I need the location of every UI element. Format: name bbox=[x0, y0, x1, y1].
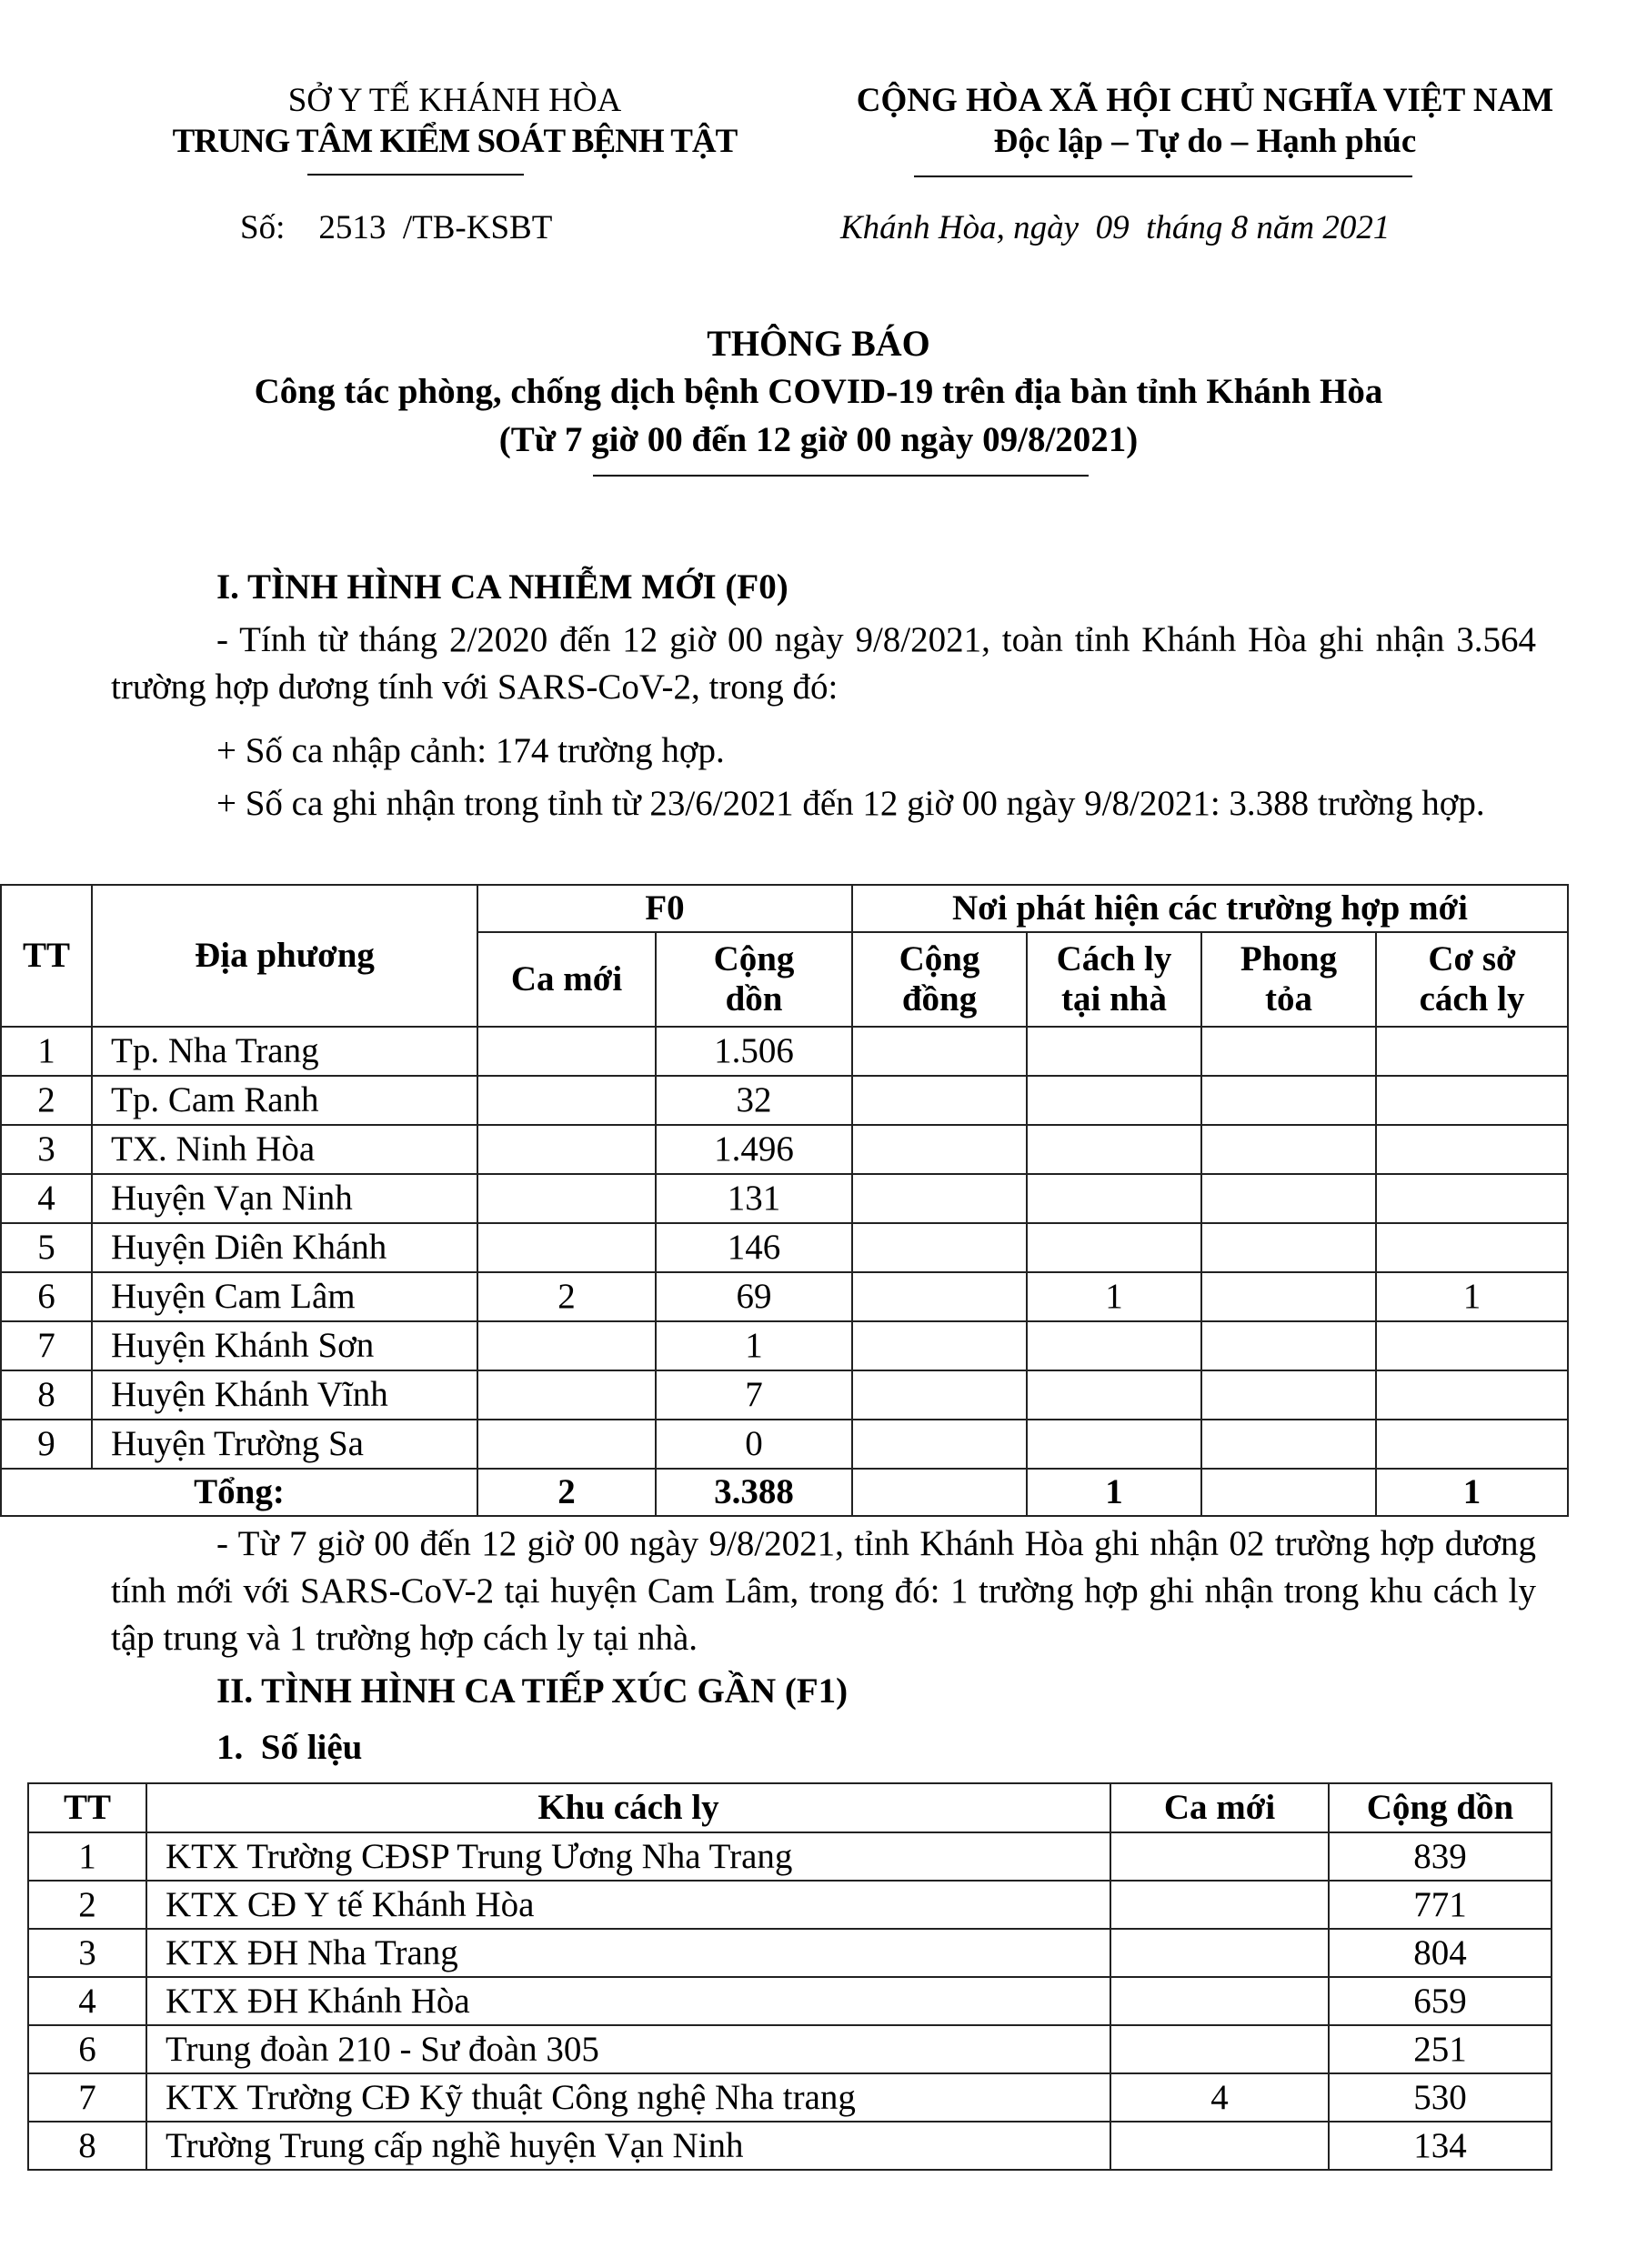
row-lockdown bbox=[1201, 1272, 1376, 1321]
f0-table-row bbox=[1, 1223, 1568, 1272]
row-home-isolation bbox=[1027, 1223, 1201, 1272]
f1-row-new bbox=[1110, 2025, 1329, 2073]
f1-row-tt: 6 bbox=[28, 2025, 146, 2073]
f1-table-row bbox=[28, 2122, 1552, 2170]
f0-table-row bbox=[1, 1174, 1568, 1223]
header-lockdown: Phong tỏa bbox=[1201, 932, 1376, 1027]
header-community: Cộng đồng bbox=[852, 932, 1027, 1027]
row-new-cases bbox=[477, 1321, 656, 1370]
row-new-cases bbox=[477, 1125, 656, 1174]
row-cumulative: 69 bbox=[656, 1272, 852, 1321]
row-locality: Huyện Vạn Ninh bbox=[92, 1174, 477, 1223]
row-isolation-facility bbox=[1376, 1370, 1568, 1420]
section2-heading: II. TÌNH HÌNH CA TIẾP XÚC GẦN (F1) bbox=[216, 1671, 849, 1711]
notice-title: THÔNG BÁO bbox=[707, 323, 930, 364]
row-locality: Huyện Diên Khánh bbox=[92, 1223, 477, 1272]
row-tt: 6 bbox=[1, 1272, 92, 1321]
row-locality: Tp. Nha Trang bbox=[92, 1027, 477, 1076]
row-locality: Tp. Cam Ranh bbox=[92, 1076, 477, 1125]
row-tt: 7 bbox=[1, 1321, 92, 1370]
f1-header-area: Khu cách ly bbox=[146, 1783, 1110, 1832]
row-tt: 1 bbox=[1, 1027, 92, 1076]
f1-row-tt: 2 bbox=[28, 1881, 146, 1929]
row-locality: Huyện Cam Lâm bbox=[92, 1272, 477, 1321]
row-community bbox=[852, 1027, 1027, 1076]
header-detection-place: Nơi phát hiện các trường hợp mới bbox=[852, 885, 1568, 932]
f1-row-area: Trung đoàn 210 - Sư đoàn 305 bbox=[146, 2025, 1110, 2073]
f1-row-new: 4 bbox=[1110, 2073, 1329, 2122]
row-tt: 8 bbox=[1, 1370, 92, 1420]
row-lockdown bbox=[1201, 1125, 1376, 1174]
row-isolation-facility bbox=[1376, 1125, 1568, 1174]
total-label: Tổng: bbox=[1, 1469, 477, 1516]
f1-row-cumulative: 134 bbox=[1329, 2122, 1552, 2170]
row-lockdown bbox=[1201, 1420, 1376, 1469]
row-tt: 4 bbox=[1, 1174, 92, 1223]
row-new-cases bbox=[477, 1027, 656, 1076]
row-community bbox=[852, 1321, 1027, 1370]
f1-table-row bbox=[28, 1881, 1552, 1929]
row-isolation-facility bbox=[1376, 1223, 1568, 1272]
row-tt: 3 bbox=[1, 1125, 92, 1174]
row-home-isolation bbox=[1027, 1321, 1201, 1370]
header-home-isolation: Cách ly tại nhà bbox=[1027, 932, 1201, 1027]
row-lockdown bbox=[1201, 1027, 1376, 1076]
row-community bbox=[852, 1272, 1027, 1321]
f1-row-cumulative: 839 bbox=[1329, 1832, 1552, 1881]
row-isolation-facility bbox=[1376, 1420, 1568, 1469]
f1-table-row bbox=[28, 2073, 1552, 2122]
row-community bbox=[852, 1076, 1027, 1125]
row-cumulative: 1.506 bbox=[656, 1027, 852, 1076]
f0-table-row bbox=[1, 1321, 1568, 1370]
title-underline bbox=[593, 475, 1089, 477]
notice-period: (Từ 7 giờ 00 đến 12 giờ 00 ngày 09/8/2021) bbox=[498, 420, 1139, 459]
f1-row-area: KTX ĐH Khánh Hòa bbox=[146, 1977, 1110, 2025]
f0-table-row bbox=[1, 1125, 1568, 1174]
document-number: Số: 2513 /TB-KSBT bbox=[240, 209, 553, 246]
total-home: 1 bbox=[1027, 1469, 1201, 1516]
f0-table-row bbox=[1, 1420, 1568, 1469]
f1-row-new bbox=[1110, 1929, 1329, 1977]
row-home-isolation bbox=[1027, 1027, 1201, 1076]
section1-paragraph: - Tính từ tháng 2/2020 đến 12 giờ 00 ngày 9/8/2021, toàn tỉnh Khánh Hòa ghi nhận 3.564 trường hợp dương tính với SARS-CoV-2, trong đó: bbox=[111, 620, 1536, 707]
row-community bbox=[852, 1223, 1027, 1272]
row-new-cases bbox=[477, 1420, 656, 1469]
f1-row-new bbox=[1110, 1881, 1329, 1929]
section1-bullet-local: + Số ca ghi nhận trong tỉnh từ 23/6/2021 đến 12 giờ 00 ngày 9/8/2021: 3.388 trường hợp. bbox=[216, 784, 1485, 823]
row-locality: Huyện Khánh Sơn bbox=[92, 1321, 477, 1370]
row-community bbox=[852, 1420, 1027, 1469]
row-cumulative: 0 bbox=[656, 1420, 852, 1469]
notice-subject: Công tác phòng, chống dịch bệnh COVID-19 trên địa bàn tỉnh Khánh Hòa bbox=[254, 372, 1383, 411]
f1-row-tt: 3 bbox=[28, 1929, 146, 1977]
f1-table bbox=[27, 1782, 1552, 2171]
row-home-isolation bbox=[1027, 1420, 1201, 1469]
row-cumulative: 146 bbox=[656, 1223, 852, 1272]
total-new: 2 bbox=[477, 1469, 656, 1516]
total-lockdown bbox=[1201, 1469, 1376, 1516]
row-lockdown bbox=[1201, 1321, 1376, 1370]
f1-row-area: KTX CĐ Y tế Khánh Hòa bbox=[146, 1881, 1110, 1929]
f1-row-cumulative: 804 bbox=[1329, 1929, 1552, 1977]
section1-new-cases-paragraph: - Từ 7 giờ 00 đến 12 giờ 00 ngày 9/8/2021, tỉnh Khánh Hòa ghi nhận 02 trường hợp dương tính mới với SARS-CoV-2 tại huyện Cam Lâm, trong đó: 1 trường hợp ghi nhận trong khu cách ly tập trung và 1 trường hợp cách ly tại nhà. bbox=[111, 1524, 1536, 1658]
row-tt: 2 bbox=[1, 1076, 92, 1125]
row-locality: Huyện Khánh Vĩnh bbox=[92, 1370, 477, 1420]
total-facility: 1 bbox=[1376, 1469, 1568, 1516]
agency-name: TRUNG TÂM KIỂM SOÁT BỆNH TẬT bbox=[172, 123, 738, 160]
f1-row-area: Trường Trung cấp nghề huyện Vạn Ninh bbox=[146, 2122, 1110, 2170]
f1-row-tt: 1 bbox=[28, 1832, 146, 1881]
f1-row-tt: 4 bbox=[28, 1977, 146, 2025]
row-home-isolation bbox=[1027, 1076, 1201, 1125]
national-title: CỘNG HÒA XÃ HỘI CHỦ NGHĨA VIỆT NAM bbox=[856, 82, 1554, 119]
f1-row-cumulative: 659 bbox=[1329, 1977, 1552, 2025]
row-cumulative: 1.496 bbox=[656, 1125, 852, 1174]
row-isolation-facility bbox=[1376, 1174, 1568, 1223]
row-locality: TX. Ninh Hòa bbox=[92, 1125, 477, 1174]
f1-row-area: KTX ĐH Nha Trang bbox=[146, 1929, 1110, 1977]
row-lockdown bbox=[1201, 1370, 1376, 1420]
row-tt: 9 bbox=[1, 1420, 92, 1469]
motto-underline bbox=[914, 176, 1412, 177]
f0-table-row bbox=[1, 1076, 1568, 1125]
f0-table bbox=[0, 884, 1569, 1517]
f1-table-row bbox=[28, 1977, 1552, 2025]
row-new-cases bbox=[477, 1223, 656, 1272]
national-motto: Độc lập – Tự do – Hạnh phúc bbox=[993, 123, 1417, 160]
f1-table-row bbox=[28, 1832, 1552, 1881]
row-cumulative: 7 bbox=[656, 1370, 852, 1420]
f1-row-new bbox=[1110, 1977, 1329, 2025]
section1-heading: I. TÌNH HÌNH CA NHIỄM MỚI (F0) bbox=[216, 567, 788, 607]
row-community bbox=[852, 1125, 1027, 1174]
header-f0: F0 bbox=[477, 885, 852, 932]
header-locality: Địa phương bbox=[92, 885, 477, 1027]
row-cumulative: 32 bbox=[656, 1076, 852, 1125]
row-new-cases: 2 bbox=[477, 1272, 656, 1321]
place-date: Khánh Hòa, ngày 09 tháng 8 năm 2021 bbox=[840, 209, 1391, 246]
f1-header-new: Ca mới bbox=[1110, 1783, 1329, 1832]
total-community bbox=[852, 1469, 1027, 1516]
header-cumulative: Cộng dồn bbox=[656, 932, 852, 1027]
row-new-cases bbox=[477, 1076, 656, 1125]
header-isolation-facility: Cơ sở cách ly bbox=[1376, 932, 1568, 1027]
row-locality: Huyện Trường Sa bbox=[92, 1420, 477, 1469]
row-home-isolation bbox=[1027, 1370, 1201, 1420]
row-new-cases bbox=[477, 1174, 656, 1223]
f1-header-tt: TT bbox=[28, 1783, 146, 1832]
row-home-isolation bbox=[1027, 1174, 1201, 1223]
row-isolation-facility: 1 bbox=[1376, 1272, 1568, 1321]
f1-row-cumulative: 771 bbox=[1329, 1881, 1552, 1929]
row-isolation-facility bbox=[1376, 1027, 1568, 1076]
f1-header-cumulative: Cộng dồn bbox=[1329, 1783, 1552, 1832]
f1-table-row bbox=[28, 2025, 1552, 2073]
f0-table-row bbox=[1, 1027, 1568, 1076]
agency-parent: SỞ Y TẾ KHÁNH HÒA bbox=[287, 82, 622, 119]
f1-row-area: KTX Trường CĐ Kỹ thuật Công nghệ Nha trang bbox=[146, 2073, 1110, 2122]
section1-bullet-imported: + Số ca nhập cảnh: 174 trường hợp. bbox=[216, 731, 725, 770]
row-home-isolation bbox=[1027, 1125, 1201, 1174]
header-tt: TT bbox=[1, 885, 92, 1027]
f1-row-tt: 7 bbox=[28, 2073, 146, 2122]
row-isolation-facility bbox=[1376, 1321, 1568, 1370]
f0-table-row bbox=[1, 1370, 1568, 1420]
row-new-cases bbox=[477, 1370, 656, 1420]
f1-row-new bbox=[1110, 2122, 1329, 2170]
row-community bbox=[852, 1370, 1027, 1420]
agency-underline bbox=[307, 174, 524, 176]
row-tt: 5 bbox=[1, 1223, 92, 1272]
f0-table-row bbox=[1, 1272, 1568, 1321]
f1-row-cumulative: 251 bbox=[1329, 2025, 1552, 2073]
f1-row-new bbox=[1110, 1832, 1329, 1881]
row-lockdown bbox=[1201, 1223, 1376, 1272]
row-isolation-facility bbox=[1376, 1076, 1568, 1125]
f1-row-area: KTX Trường CĐSP Trung Ương Nha Trang bbox=[146, 1832, 1110, 1881]
f1-row-tt: 8 bbox=[28, 2122, 146, 2170]
row-lockdown bbox=[1201, 1174, 1376, 1223]
f1-table-row bbox=[28, 1929, 1552, 1977]
header-new-cases: Ca mới bbox=[477, 932, 656, 1027]
row-community bbox=[852, 1174, 1027, 1223]
total-cumulative: 3.388 bbox=[656, 1469, 852, 1516]
row-cumulative: 1 bbox=[656, 1321, 852, 1370]
row-cumulative: 131 bbox=[656, 1174, 852, 1223]
row-home-isolation: 1 bbox=[1027, 1272, 1201, 1321]
f1-row-cumulative: 530 bbox=[1329, 2073, 1552, 2122]
section2-subheading: 1. Số liệu bbox=[216, 1728, 363, 1767]
row-lockdown bbox=[1201, 1076, 1376, 1125]
